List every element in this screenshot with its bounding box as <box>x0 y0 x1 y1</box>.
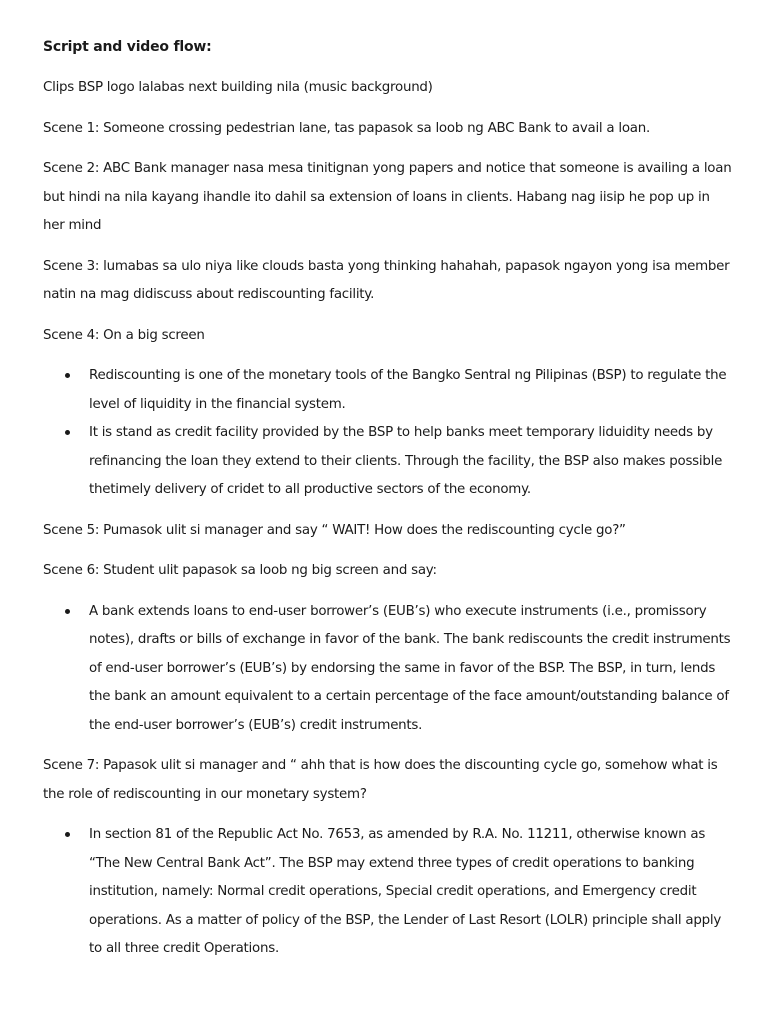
list-item <box>43 598 733 741</box>
scene-6-paragraph: Scene 6: Student ulit papasok sa loob ng big screen and say: <box>43 563 437 578</box>
document-heading: Script and video flow: <box>43 39 212 55</box>
bullet-icon <box>65 373 70 378</box>
scene-5-paragraph: Scene 5: Pumasok ulit si manager and say “ WAIT! How does the rediscounting cycle go?” <box>43 522 626 538</box>
intro-paragraph: Clips BSP logo lalabas next building nila (music background) <box>43 80 433 95</box>
bullet-icon <box>65 430 70 435</box>
list-item <box>43 821 733 964</box>
scene-7-paragraph: Scene 7: Papasok ulit si manager and “ ahh that is how does the discounting cycle go, somehow what is the role of rediscounting in our monetary system? <box>43 758 718 802</box>
bullet-icon <box>65 832 70 837</box>
scene-2-paragraph: Scene 2: ABC Bank manager nasa mesa tinitignan yong papers and notice that someone is availing a loan but hindi na nila kayang ihandle ito dahil sa extension of loans in clients. Habang nag iisip he pop up in her mind <box>43 161 732 233</box>
scene-4-paragraph: Scene 4: On a big screen <box>43 327 205 343</box>
list-item-text: It is stand as credit facility provided by the BSP to help banks meet temporary liduidity needs by refinancing the loan they extend to their clients. Through the facility, the BSP also makes possible thetimely delivery of cridet to all productive sectors of the economy. <box>89 425 723 497</box>
scene-6-bullet-list <box>43 598 733 741</box>
scene-7-bullet-list <box>43 821 733 964</box>
list-item-text: In section 81 of the Republic Act No. 7653, as amended by R.A. No. 11211, otherwise known as “The New Central Bank Act”. The BSP may extend three types of credit operations to banking institution, namely: Normal credit operations, Special credit operations, and Emergency credit operations. As a matter of policy of the BSP, the Lender of Last Resort (LOLR) principle shall apply to all three credit Operations. <box>89 827 721 956</box>
list-item <box>43 419 733 505</box>
list-item <box>43 362 733 419</box>
scene-1-paragraph: Scene 1: Someone crossing pedestrian lane, tas papasok sa loob ng ABC Bank to avail a loan. <box>43 120 650 136</box>
list-item-text: A bank extends loans to end-user borrower’s (EUB’s) who execute instruments (i.e., promissory notes), drafts or bills of exchange in favor of the bank. The bank rediscounts the credit instruments of end-user borrower’s (EUB’s) by endorsing the same in favor of the BSP. The BSP, in turn, lends the bank an amount equivalent to a certain percentage of the face amount/outstanding balance of the end-user borrower’s (EUB’s) credit instruments. <box>89 603 731 733</box>
bullet-icon <box>65 609 70 614</box>
document-body <box>43 34 733 976</box>
list-item-text: Rediscounting is one of the monetary tools of the Bangko Sentral ng Pilipinas (BSP) to regulate the level of liquidity in the financial system. <box>89 368 727 412</box>
scene-3-paragraph: Scene 3: lumabas sa ulo niya like clouds basta yong thinking hahahah, papasok ngayon yong isa member natin na mag didiscuss about rediscounting facility. <box>43 258 730 302</box>
scene-4-bullet-list <box>43 362 733 505</box>
